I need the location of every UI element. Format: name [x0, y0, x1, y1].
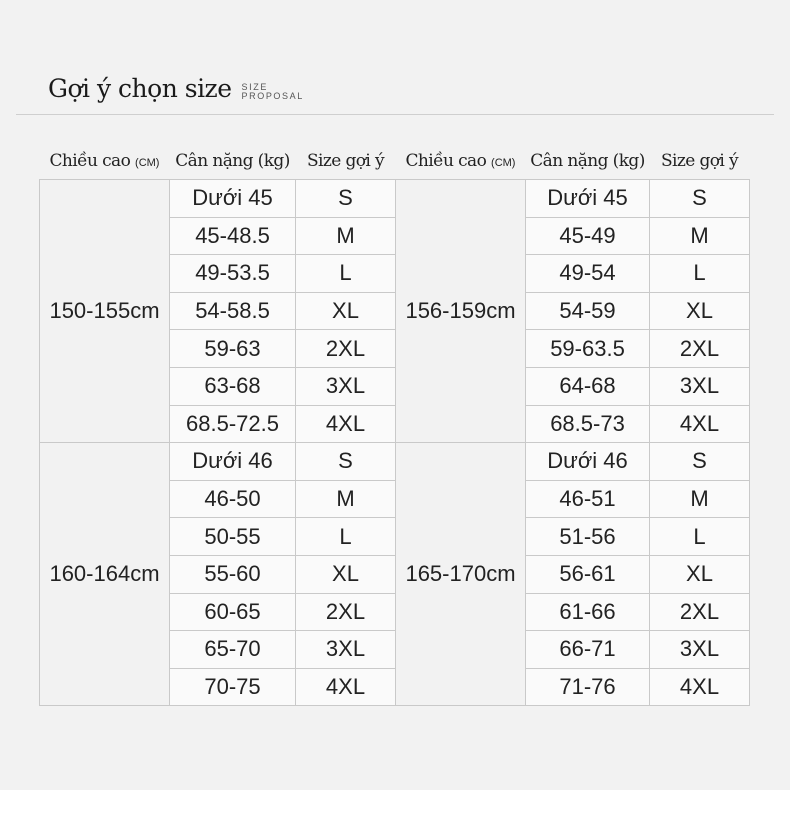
weight-range-cell: Dưới 45 — [526, 180, 650, 218]
height-range-cell: 150-155cm — [40, 180, 170, 443]
size-chart-table — [39, 142, 750, 706]
size-cell: L — [296, 518, 396, 556]
height-range-cell: 156-159cm — [396, 180, 526, 443]
size-cell: 2XL — [296, 593, 396, 631]
weight-range-cell: 54-58.5 — [170, 292, 296, 330]
size-cell: S — [296, 443, 396, 481]
size-cell: XL — [650, 555, 750, 593]
size-cell: M — [296, 217, 396, 255]
title-subtitle-line-1: SIZE — [241, 82, 268, 92]
height-range-cell: 165-170cm — [396, 443, 526, 706]
size-cell: XL — [296, 555, 396, 593]
size-cell: 4XL — [296, 405, 396, 443]
size-cell: L — [650, 255, 750, 293]
weight-range-cell: 55-60 — [170, 555, 296, 593]
weight-range-cell: 61-66 — [526, 593, 650, 631]
table-row — [40, 180, 750, 218]
size-cell: 4XL — [650, 668, 750, 706]
size-cell: 2XL — [650, 593, 750, 631]
size-cell: XL — [296, 292, 396, 330]
page-title — [48, 74, 304, 103]
footer-strip — [0, 790, 790, 828]
size-cell: 3XL — [650, 631, 750, 669]
header-height: Chiều cao (CM) — [405, 150, 516, 171]
weight-range-cell: 45-49 — [526, 217, 650, 255]
header-weight: Cân nặng (kg) — [175, 150, 290, 171]
weight-range-cell: 46-51 — [526, 480, 650, 518]
size-cell: XL — [650, 292, 750, 330]
size-cell: 3XL — [296, 631, 396, 669]
title-text: Gợi ý chọn size — [48, 74, 232, 103]
size-cell: S — [650, 180, 750, 218]
size-cell: 4XL — [296, 668, 396, 706]
header-size: Size gợi ý — [660, 150, 739, 171]
title-subtitle — [242, 83, 304, 101]
size-cell: 4XL — [650, 405, 750, 443]
height-range-cell: 160-164cm — [40, 443, 170, 706]
header-weight: Cân nặng (kg) — [530, 150, 645, 171]
weight-range-cell: 51-56 — [526, 518, 650, 556]
weight-range-cell: 68.5-72.5 — [170, 405, 296, 443]
weight-range-cell: 49-53.5 — [170, 255, 296, 293]
size-cell: M — [296, 480, 396, 518]
size-cell: S — [296, 180, 396, 218]
weight-range-cell: 50-55 — [170, 518, 296, 556]
weight-range-cell: 59-63.5 — [526, 330, 650, 368]
size-cell: S — [650, 443, 750, 481]
size-cell: L — [296, 255, 396, 293]
weight-range-cell: 59-63 — [170, 330, 296, 368]
weight-range-cell: 64-68 — [526, 367, 650, 405]
table-row — [40, 443, 750, 481]
size-cell: 3XL — [650, 367, 750, 405]
size-cell: 2XL — [650, 330, 750, 368]
header-size: Size gợi ý — [306, 150, 385, 171]
weight-range-cell: 66-71 — [526, 631, 650, 669]
weight-range-cell: 60-65 — [170, 593, 296, 631]
size-cell: L — [650, 518, 750, 556]
weight-range-cell: 70-75 — [170, 668, 296, 706]
weight-range-cell: 45-48.5 — [170, 217, 296, 255]
weight-range-cell: 71-76 — [526, 668, 650, 706]
size-cell: M — [650, 217, 750, 255]
weight-range-cell: 65-70 — [170, 631, 296, 669]
weight-range-cell: 49-54 — [526, 255, 650, 293]
weight-range-cell: 46-50 — [170, 480, 296, 518]
size-cell: 2XL — [296, 330, 396, 368]
title-subtitle-line-2: PROPOSAL — [241, 91, 304, 101]
header-height: Chiều cao (CM) — [49, 150, 160, 171]
weight-range-cell: 68.5-73 — [526, 405, 650, 443]
table-header-row — [40, 142, 750, 180]
size-cell: 3XL — [296, 367, 396, 405]
weight-range-cell: Dưới 46 — [170, 443, 296, 481]
weight-range-cell: 63-68 — [170, 367, 296, 405]
weight-range-cell: Dưới 45 — [170, 180, 296, 218]
weight-range-cell: 54-59 — [526, 292, 650, 330]
size-cell: M — [650, 480, 750, 518]
weight-range-cell: 56-61 — [526, 555, 650, 593]
weight-range-cell: Dưới 46 — [526, 443, 650, 481]
title-divider — [16, 114, 774, 115]
